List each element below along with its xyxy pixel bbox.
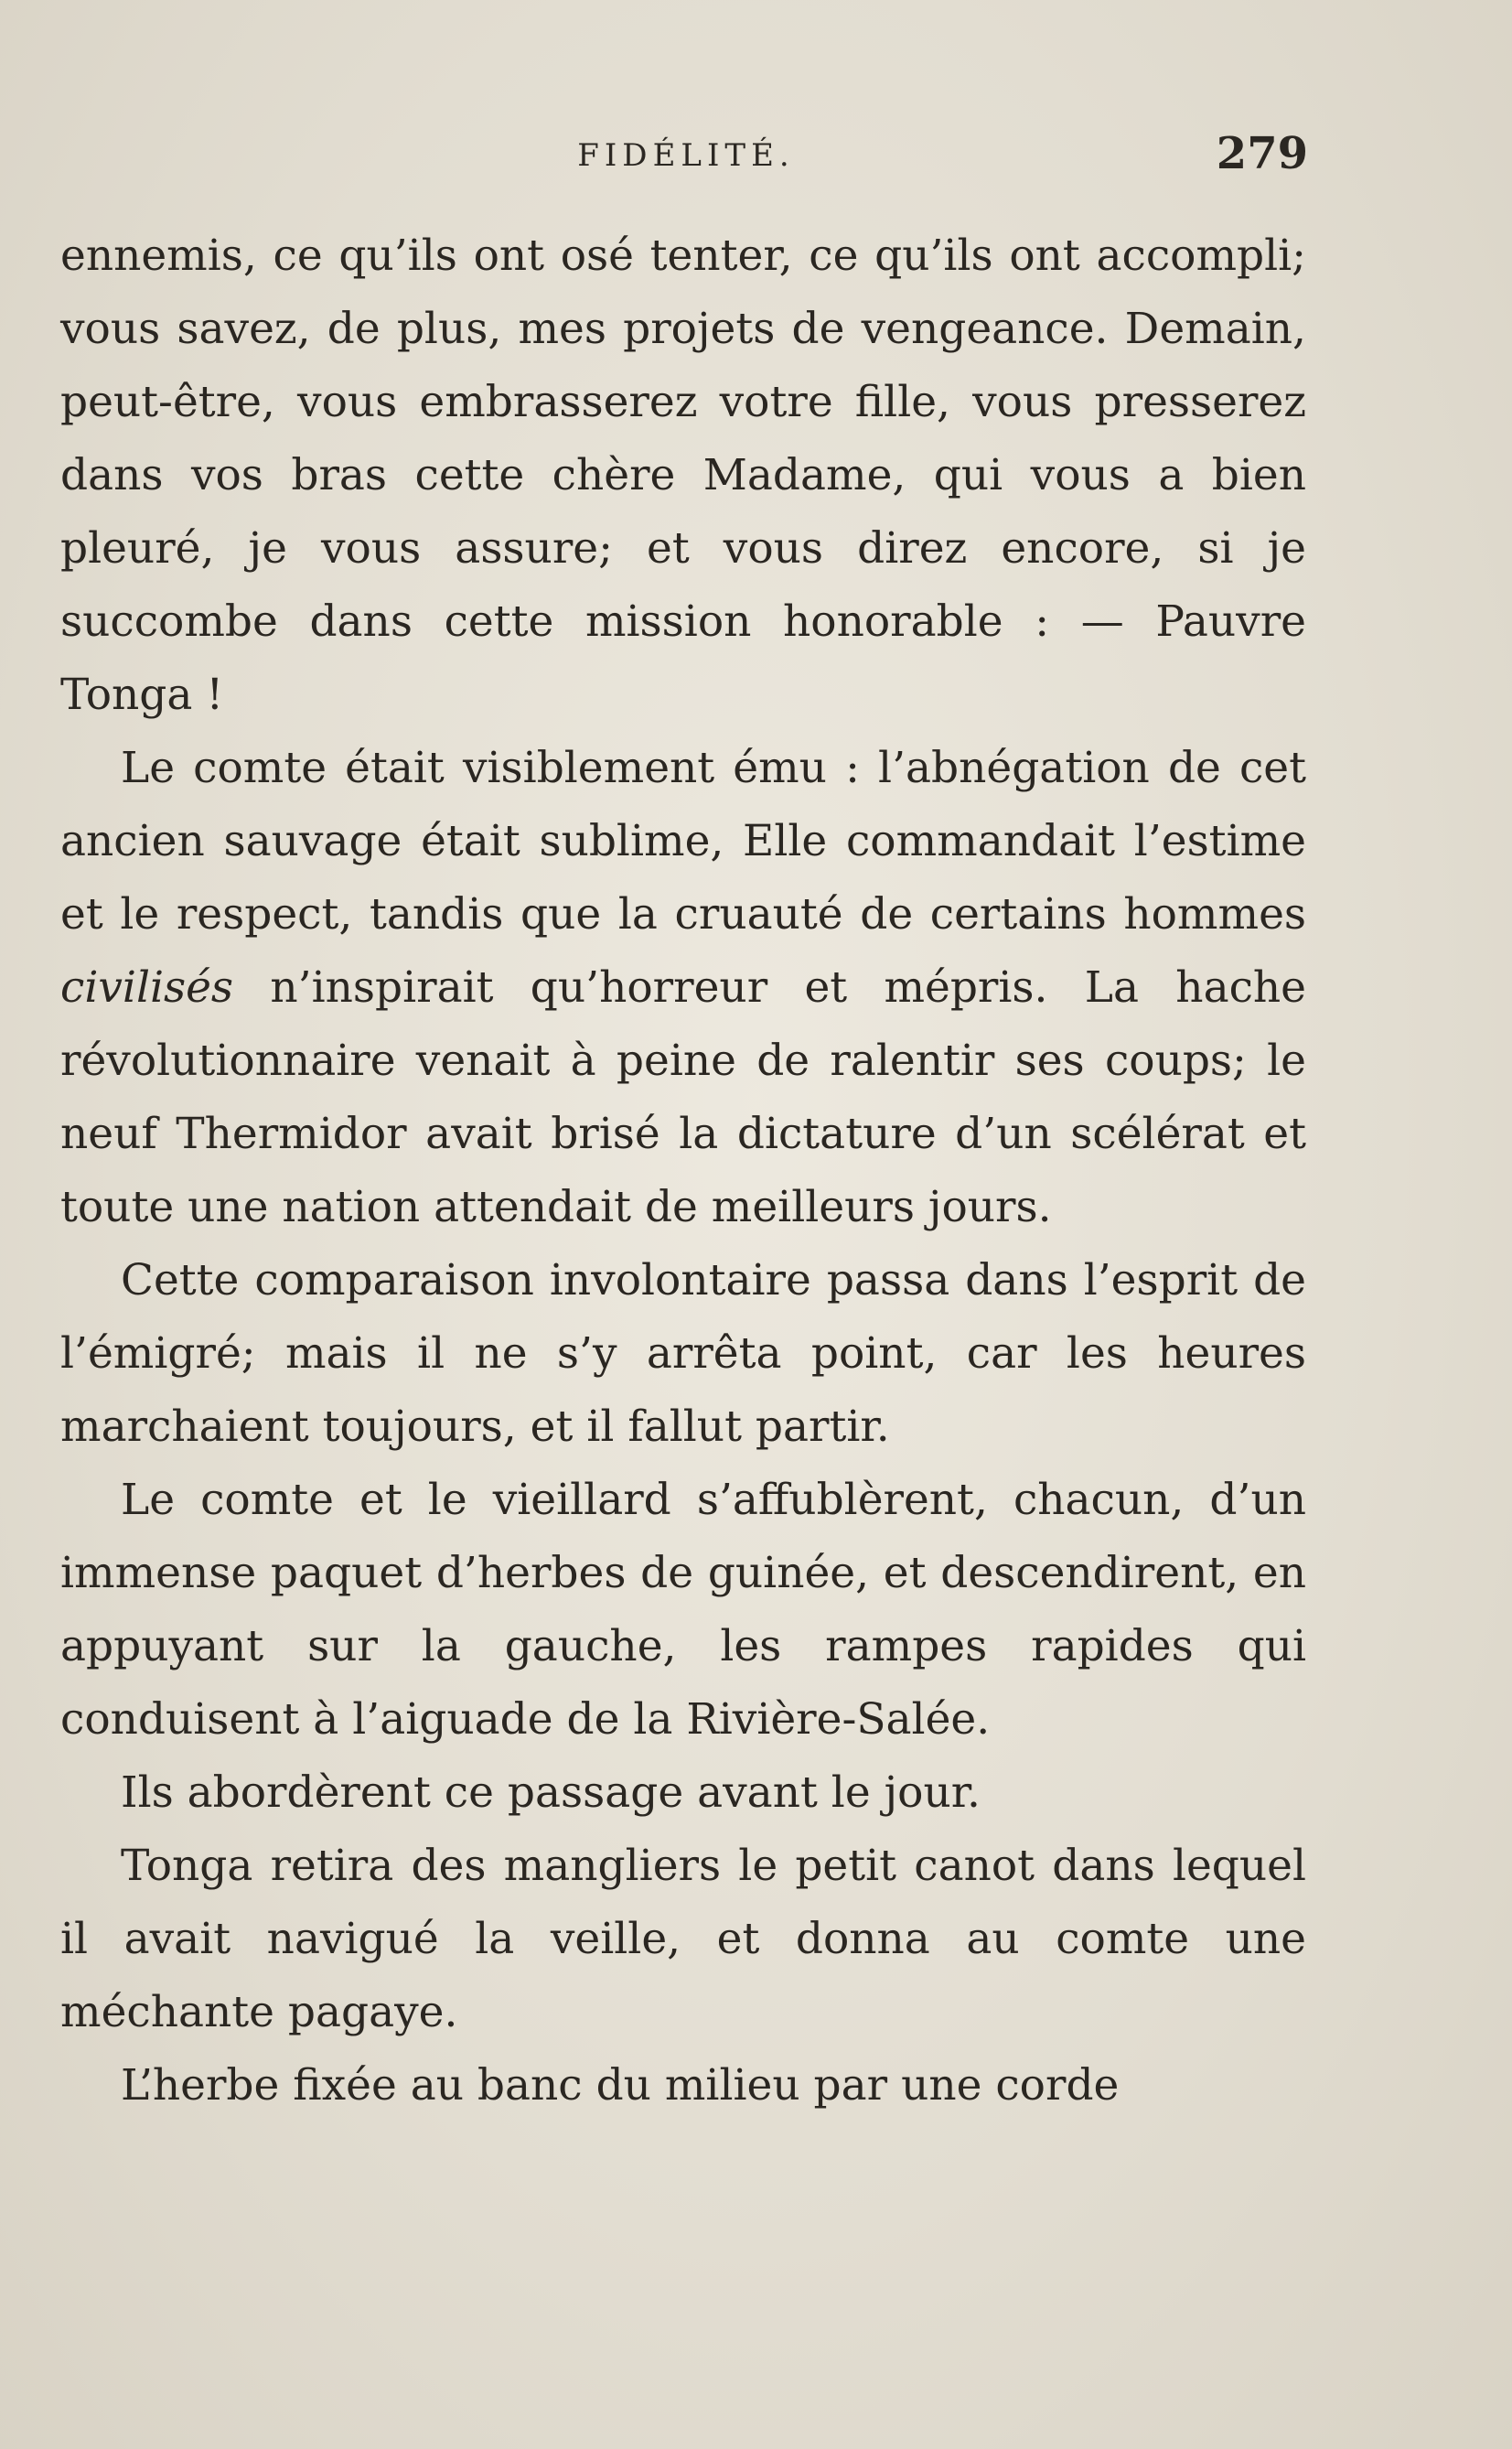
paragraph-2-italic: civilisés: [60, 962, 234, 1013]
page-header: [64, 128, 1308, 183]
paragraph-1: ennemis, ce qu’ils ont osé tenter, ce qu’ils ont accompli; vous savez, de plus, mes projets de vengeance. Demain, peut-être, vous embrasserez votre fille, vous presserez dans vos bras cette chère Madame, qui vous a bien pleuré, je vous assure; et vous direz encore, si je succombe dans cette mission honorable : — Pauvre Tonga !: [60, 231, 1306, 720]
paragraph-6: Tonga retira des mangliers le petit canot dans lequel il avait navigué la veille, et donna au comte une méchante pagaye.: [60, 1841, 1306, 2037]
body-text: [60, 220, 1306, 2122]
paragraph-3: Cette comparaison involontaire passa dans l’esprit de l’émigré; mais il ne s’y arrêta point, car les heures marchaient toujours, et il fallut partir.: [60, 1255, 1306, 1452]
page-number: 279: [1216, 128, 1308, 179]
paragraph-2: [60, 732, 1306, 1244]
paragraph-4: Le comte et le vieillard s’affublèrent, chacun, d’un immense paquet d’herbes de guinée, et descendirent, en appuyant sur la gauche, les rampes rapides qui conduisent à l’aiguade de la Rivière-Salée.: [60, 1475, 1306, 1745]
paragraph-2-part-2: n’inspirait qu’horreur et mépris. La hache révolutionnaire venait à peine de ralentir ses coups; le neuf Thermidor avait brisé la dictature d’un scélérat et toute une nation attendait de meilleurs jours.: [60, 962, 1306, 1232]
paragraph-2-part-1: Le comte était visiblement ému : l’abnégation de cet ancien sauvage était sublime, Elle commandait l’estime et le respect, tandis que la cruauté de certains hommes: [60, 743, 1306, 940]
paragraph-7: L’herbe fixée au banc du milieu par une corde: [121, 2060, 1120, 2111]
running-title: FIDÉLITÉ.: [577, 137, 795, 174]
paragraph-5: Ils abordèrent ce passage avant le jour.: [121, 1767, 981, 1818]
